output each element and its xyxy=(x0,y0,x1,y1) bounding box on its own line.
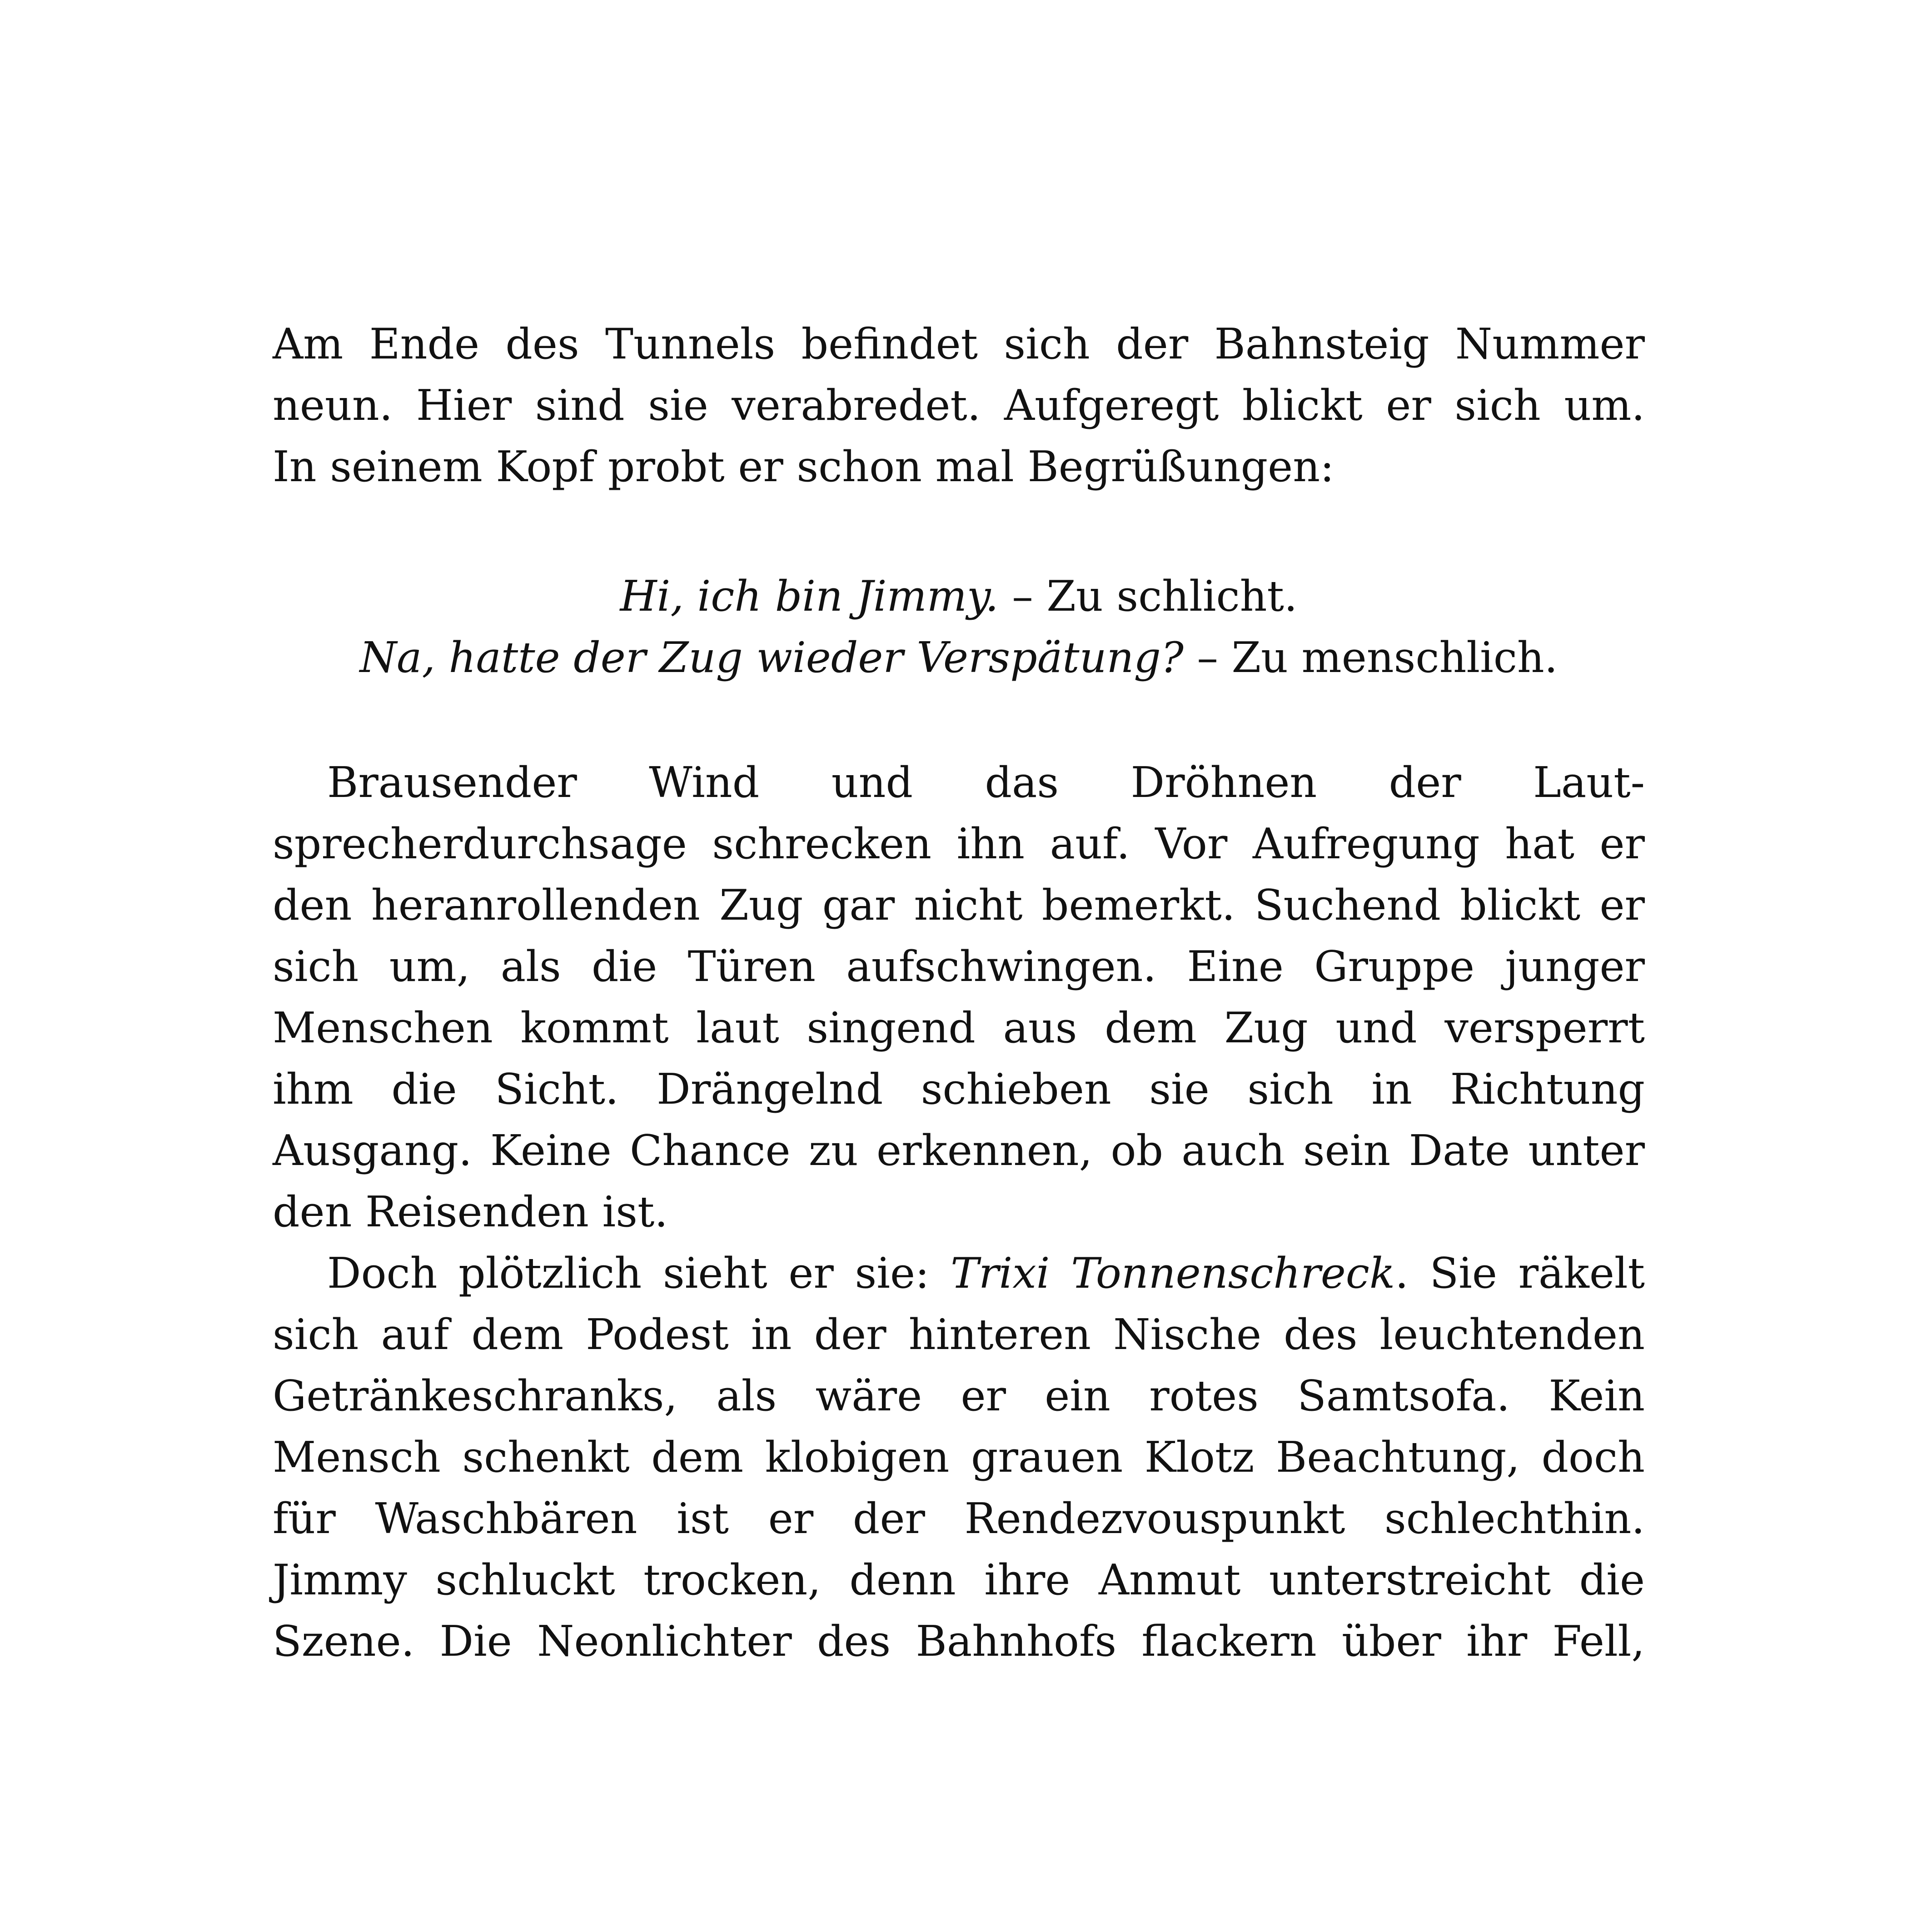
text-line: ihm die Sicht. Drängelnd schieben sie sich in Richtung xyxy=(273,1065,1645,1114)
dialogue-line xyxy=(273,566,1645,627)
book-page xyxy=(273,0,1645,1932)
dialogue-separator: – xyxy=(1197,633,1218,682)
dialogue-quote: Na, hatte der Zug wieder Verspätung? xyxy=(359,633,1184,682)
text-line: für Waschbären ist er der Rendezvouspunkt schlechthin. xyxy=(273,1494,1645,1543)
text-line: Szene. Die Neonlichter des Bahnhofs flackern über ihr Fell, xyxy=(273,1617,1645,1666)
text-line: Mensch schenkt dem klobigen grauen Klotz Beachtung, doch xyxy=(273,1433,1645,1482)
text-line: Ausgang. Keine Chance zu erkennen, ob auch sein Date unter xyxy=(273,1126,1645,1175)
text-line: Brausender Wind und das Dröhnen der Laut- xyxy=(327,758,1645,807)
text-line: Menschen kommt laut singend aus dem Zug und versperrt xyxy=(273,1003,1645,1052)
text-line: sich auf dem Podest in der hinteren Nische des leuchtenden xyxy=(273,1310,1645,1359)
text-line: den Reisenden ist. xyxy=(273,1187,668,1236)
text-line: neun. Hier sind sie verabredet. Aufgeregt blickt er sich um. xyxy=(273,381,1645,430)
text-line: sich um, als die Türen aufschwingen. Eine Gruppe junger xyxy=(273,942,1645,991)
text-line: Jimmy schluckt trocken, denn ihre Anmut unterstreicht die xyxy=(273,1555,1645,1604)
text-line: In seinem Kopf probt er schon mal Begrüßungen: xyxy=(273,442,1334,491)
text-line: Getränkeschranks, als wäre er ein rotes Samtsofa. Kein xyxy=(273,1371,1645,1420)
character-name: Trixi Tonnenschreck xyxy=(951,1249,1395,1298)
dialogue-separator: – xyxy=(1012,572,1033,621)
text-line xyxy=(327,1243,1645,1304)
text-span: . Sie räkelt xyxy=(1395,1249,1645,1298)
text-line: den heranrollenden Zug gar nicht bemerkt. Suchend blickt er xyxy=(273,881,1645,930)
text-line: sprecherdurchsage schrecken ihn auf. Vor Aufregung hat er xyxy=(273,819,1645,868)
dialogue-comment: Zu schlicht. xyxy=(1046,572,1298,621)
text-line: Am Ende des Tunnels befindet sich der Bahnsteig Nummer xyxy=(273,319,1645,368)
dialogue-quote: Hi, ich bin Jimmy. xyxy=(620,572,999,621)
text-span: Doch plötzlich sieht er sie: xyxy=(327,1249,951,1298)
dialogue-comment: Zu menschlich. xyxy=(1231,633,1558,682)
dialogue-line xyxy=(273,627,1645,688)
